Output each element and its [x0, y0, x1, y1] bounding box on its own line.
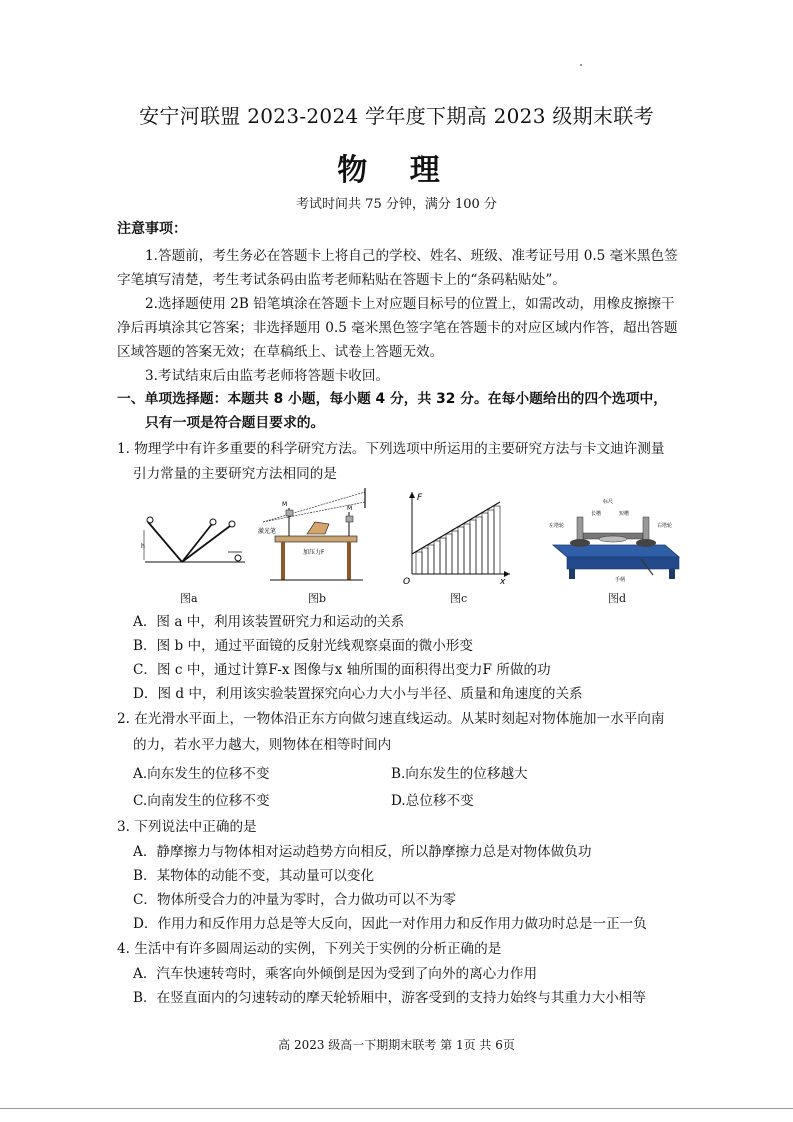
question-2-stem: 2. 在光滑水平面上，一物体沿正东方向做匀速直线运动。从某时刻起对物体施加一水平向南 — [117, 711, 665, 727]
figure-b-laser-label: 激光笔 — [258, 528, 277, 535]
question-2-option-c: C.向南发生的位移不变 — [133, 793, 270, 809]
figure-b-m2: M — [347, 505, 353, 512]
question-2-option-a: A.向东发生的位移不变 — [133, 766, 270, 782]
figure-d-centripetal-apparatus — [545, 495, 685, 585]
figure-b-m1: M — [282, 501, 288, 508]
notice-line: 2.选择题使用 2B 铅笔填涂在答题卡上对应题目标号的位置上，如需改动，用橡皮擦擦干 — [145, 296, 675, 312]
question-1-option-a: A．图 a 中，利用该装置研究力和运动的关系 — [133, 614, 405, 630]
figure-c-fx-graph — [400, 488, 515, 588]
question-3-option-d: D．作用力和反作用力总是等大反向，因此一对作用力和反作用力做功时总是一正一负 — [133, 916, 647, 932]
figure-d-right-wheel-label: 右塔轮 — [657, 523, 673, 529]
figure-d-handle-label: 手柄 — [615, 577, 626, 583]
figure-d-short-arm-label: 短槽 — [619, 511, 630, 517]
question-1-stem-cont: 引力常量的主要研究方法相同的是 — [133, 466, 337, 482]
bottom-divider — [0, 1108, 793, 1109]
notice-line: 1.答题前，考生务必在答题卡上将自己的学校、姓名、班级、准考证号用 0.5 毫米黑色签 — [145, 248, 678, 264]
question-3-option-a: A．静摩擦力与物体相对运动趋势方向相反，所以静摩擦力总是对物体做负功 — [133, 844, 592, 860]
question-4-stem: 4. 生活中有许多圆周运动的实例，下列关于实例的分析正确的是 — [117, 941, 502, 957]
question-3-option-c: C．物体所受合力的冲量为零时，合力做功可以不为零 — [133, 892, 457, 908]
notice-line: 字笔填写清楚，考生考试条码由监考老师粘贴在答题卡上的“条码粘贴处”。 — [117, 272, 566, 288]
question-4-option-a: A．汽车快速转弯时，乘客向外倾倒是因为受到了向外的离心力作用 — [133, 966, 538, 982]
figure-d-long-arm-label: 长槽 — [591, 511, 602, 517]
figure-b-mirror-table — [255, 488, 370, 588]
exam-info: 考试时间共 75 分钟，满分 100 分 — [296, 197, 497, 212]
figure-d-left-wheel-label: 左塔轮 — [549, 523, 565, 529]
question-3-option-b: B．某物体的动能不变，其动量可以变化 — [133, 868, 375, 884]
scan-dot — [580, 64, 582, 66]
svg-text:h: h — [141, 543, 145, 550]
exam-title: 安宁河联盟 2023-2024 学年度下期高 2023 级期末联考 — [139, 104, 654, 128]
question-2-stem-cont: 的力，若水平力越大，则物体在相等时间内 — [133, 737, 392, 753]
notice-line: 区域答题的答案无效；在草稿纸上、试卷上答题无效。 — [117, 344, 444, 360]
notice-line: 3.考试结束后由监考老师将答题卡收回。 — [145, 368, 390, 384]
figure-c-x-label: x — [500, 577, 506, 587]
section-heading: 一、单项选择题：本题共 8 小题，每小题 4 分，共 32 分。在每小题给出的四个选项中， — [117, 391, 668, 407]
figure-b-force-label: 加压力F — [303, 549, 325, 556]
figure-a-ramps — [140, 500, 250, 590]
figure-a-label: 图a — [180, 592, 198, 605]
question-1-option-b: B．图 b 中，通过平面镜的反射光线观察桌面的微小形变 — [133, 638, 473, 654]
page-footer: 高 2023 级高一下期期末联考 第 1页 共 6页 — [278, 1038, 515, 1052]
figure-c-label: 图c — [450, 592, 468, 605]
question-1-stem: 1. 物理学中有许多重要的科学研究方法。下列选项中所运用的主要研究方法与卡文迪许测量 — [117, 441, 665, 457]
figure-d-ruler-label: 标尺 — [603, 499, 614, 505]
question-4-option-b: B．在竖直面内的匀速转动的摩天轮轿厢中，游客受到的支持力始终与其重力大小相等 — [133, 990, 646, 1006]
figure-d-label: 图d — [608, 592, 627, 605]
question-3-stem: 3. 下列说法中正确的是 — [117, 819, 257, 835]
figure-b-label: 图b — [308, 592, 327, 605]
question-2-option-d: D.总位移不变 — [391, 793, 474, 809]
figure-c-f-label: F — [417, 493, 423, 503]
question-1-option-d: D．图 d 中，利用该实验装置探究向心力大小与半径、质量和角速度的关系 — [133, 686, 583, 702]
question-1-option-c: C．图 c 中，通过计算F-x 图像与x 轴所围的面积得出变力F 所做的功 — [133, 662, 551, 678]
notice-line: 净后再填涂其它答案；非选择题用 0.5 毫米黑色签字笔在答题卡的对应区域内作答，超出答题 — [117, 320, 678, 336]
notice-title: 注意事项： — [117, 221, 187, 237]
figure-c-o-label: O — [403, 577, 411, 587]
question-2-option-b: B.向东发生的位移越大 — [391, 766, 528, 782]
section-heading-cont: 只有一项是符合题目要求的。 — [145, 415, 325, 431]
subject-title: 物 理 — [337, 153, 456, 188]
